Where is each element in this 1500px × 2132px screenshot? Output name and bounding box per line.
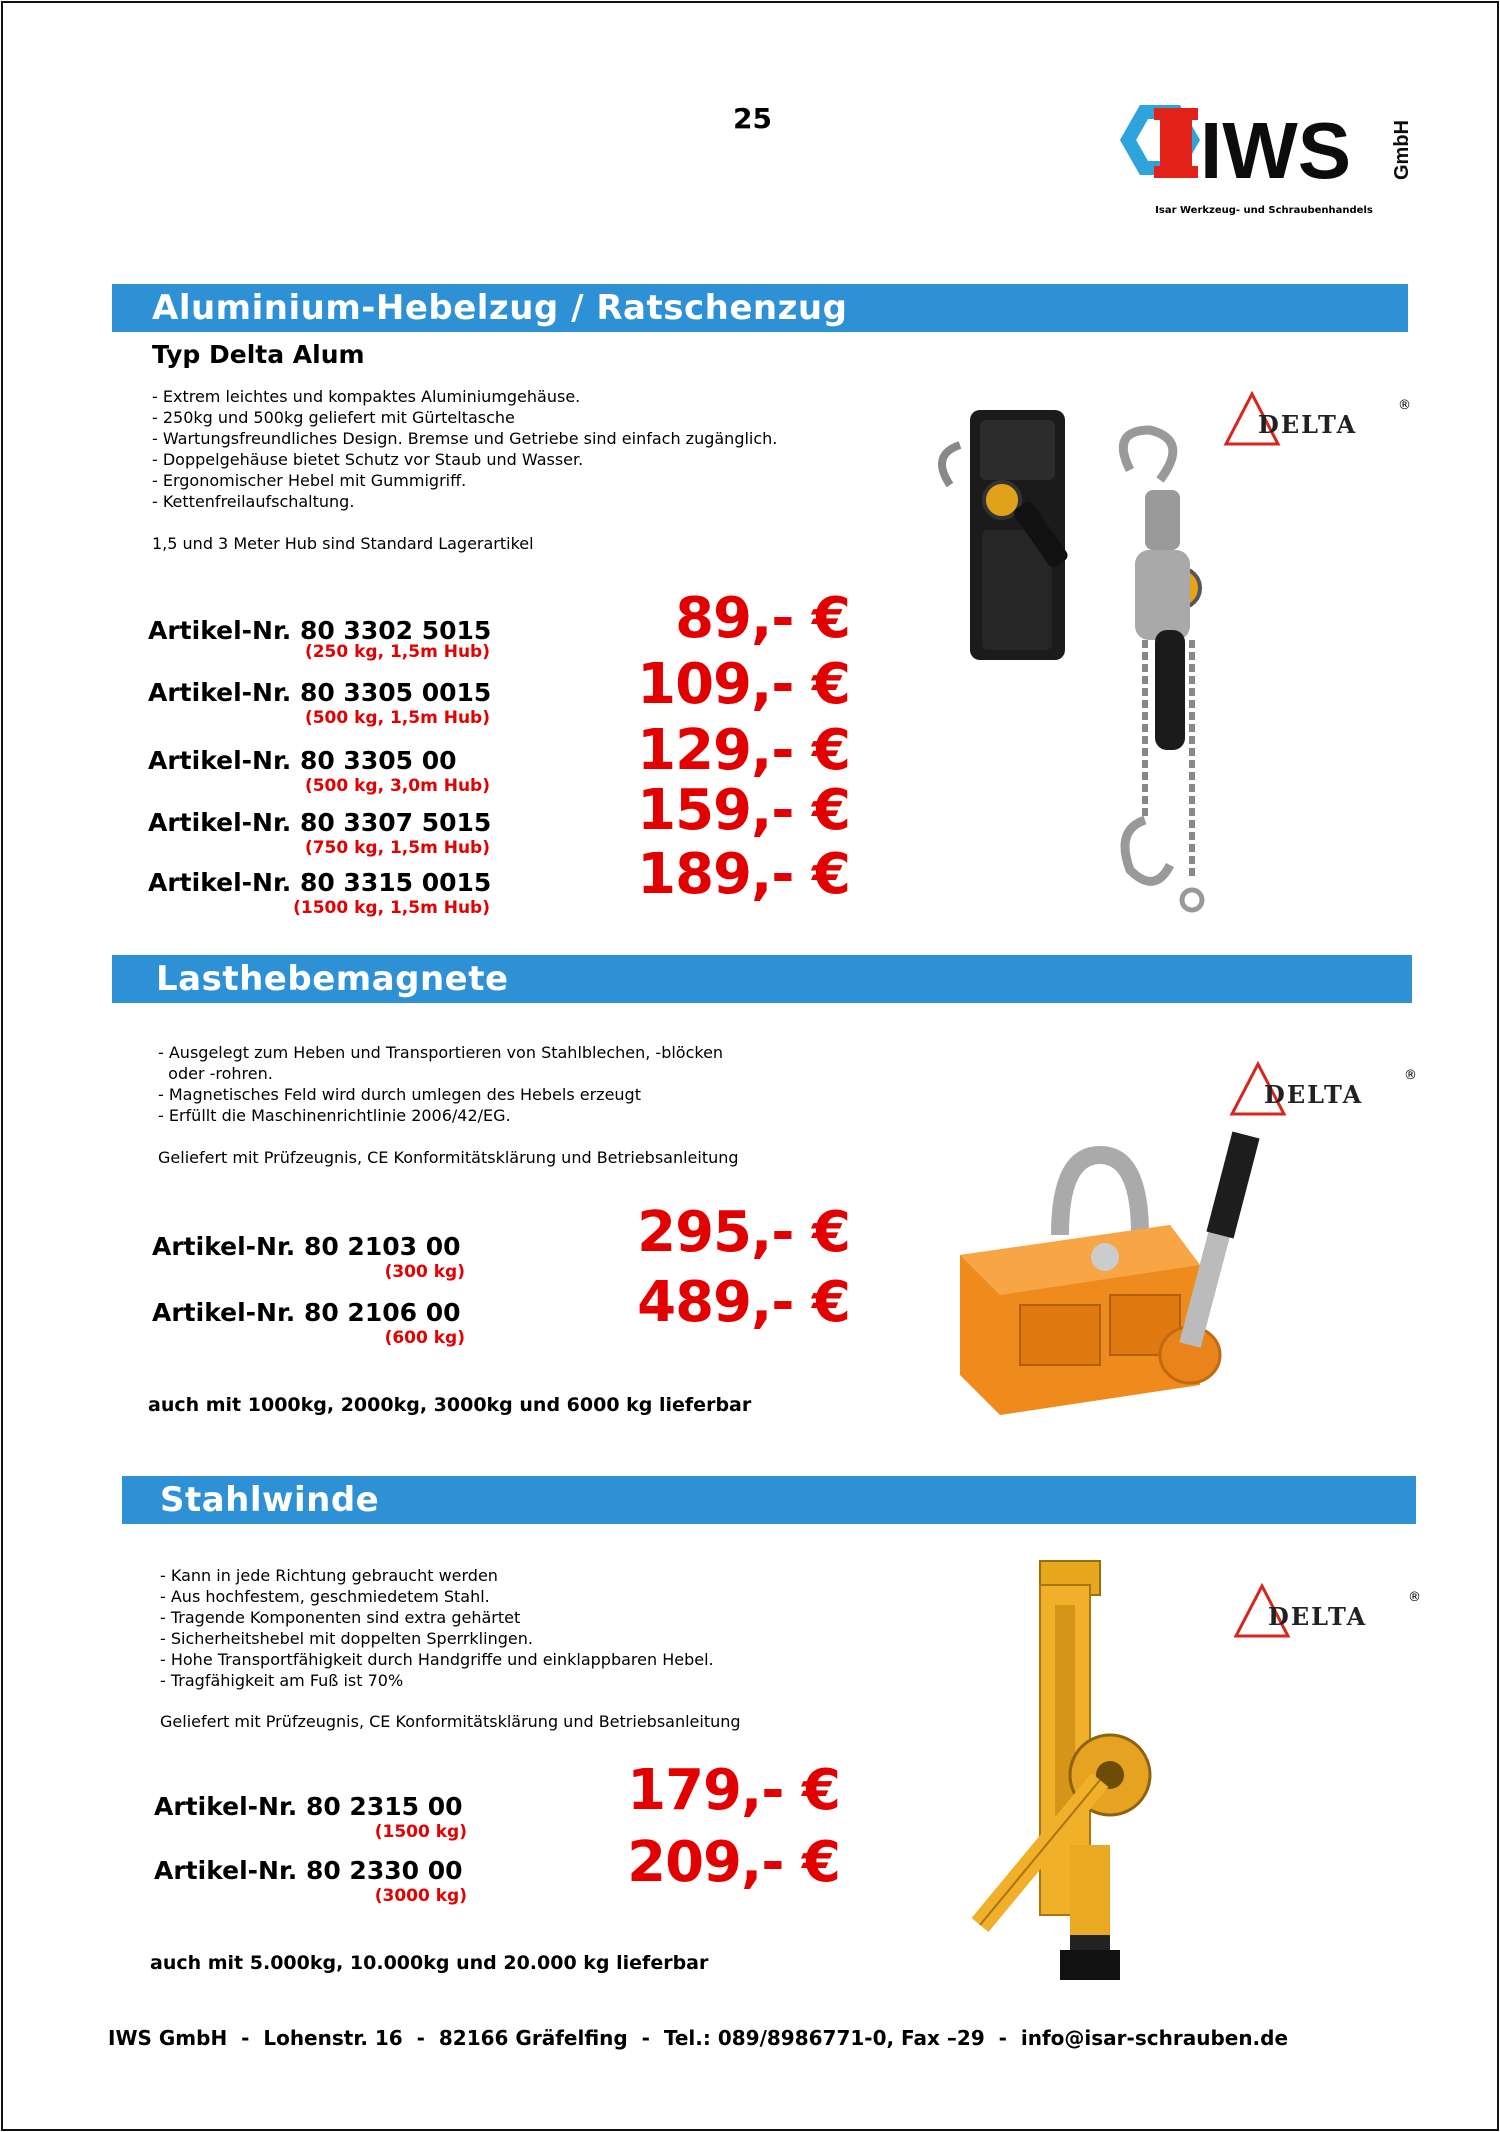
section-note: Geliefert mit Prüfzeugnis, CE Konformitätsklärung und Betriebsanleitung [160,1712,741,1731]
article-spec: (300 kg) [384,1262,465,1282]
delta-brand-logo [1222,390,1412,450]
article-spec: (500 kg, 3,0m Hub) [304,776,490,796]
logo-text: IWS [1200,106,1352,195]
price: 109,- € [637,652,850,717]
article-number: Artikel-Nr. 80 3315 0015 [148,868,492,897]
feature-item: - 250kg und 500kg geliefert mit Gürteltasche [152,408,515,427]
article-number: Artikel-Nr. 80 2330 00 [154,1856,463,1885]
page-footer: IWS GmbH - Lohenstr. 16 - 82166 Gräfelfing - Tel.: 089/8986771-0, Fax –29 - info@isar-schrauben.de [108,2026,1289,2050]
delta-word: DELTA [1268,1602,1368,1631]
article-number: Artikel-Nr. 80 2315 00 [154,1792,463,1821]
article-number: Artikel-Nr. 80 2103 00 [152,1232,461,1261]
article-number: Artikel-Nr. 80 3307 5015 [148,808,492,837]
price: 295,- € [637,1200,850,1265]
article-spec: (500 kg, 1,5m Hub) [304,708,490,728]
price: 159,- € [637,778,850,843]
feature-list [160,1565,714,1691]
registered-mark: ® [1408,1590,1421,1605]
availability-note: auch mit 5.000kg, 10.000kg und 20.000 kg lieferbar [150,1952,709,1974]
article-number: Artikel-Nr. 80 3302 5015 [148,616,492,645]
feature-item: - Erfüllt die Maschinenrichtlinie 2006/42/EG. [158,1106,511,1125]
page-number: 25 [733,102,772,135]
logo-tagline: Isar Werkzeug- und Schraubenhandels [1155,205,1373,216]
registered-mark: ® [1398,398,1411,413]
section-subtitle: Typ Delta Alum [152,340,365,369]
feature-item: - Hohe Transportfähigkeit durch Handgriffe und einklappbaren Hebel. [160,1650,714,1669]
feature-item: - Tragende Komponenten sind extra gehärtet [160,1608,521,1627]
rack-jack-image [960,1555,1180,1985]
feature-list [152,386,777,512]
feature-item: - Extrem leichtes und kompaktes Aluminiumgehäuse. [152,387,581,406]
feature-item: - Kann in jede Richtung gebraucht werden [160,1566,498,1585]
feature-item: - Kettenfreilaufschaltung. [152,492,355,511]
section-title: Stahlwinde [160,1480,380,1520]
section-title: Aluminium-Hebelzug / Ratschenzug [152,288,848,328]
lever-hoist-image [930,400,1230,920]
section-header [122,1476,1416,1524]
article-spec: (600 kg) [384,1328,465,1348]
lifting-magnet-image [940,1125,1270,1435]
article-spec: (1500 kg, 1,5m Hub) [293,898,490,918]
price: 189,- € [637,842,850,907]
registered-mark: ® [1404,1068,1417,1083]
delta-brand-logo [1228,1060,1418,1120]
section-header [112,955,1412,1003]
article-number: Artikel-Nr. 80 2106 00 [152,1298,461,1327]
article-number: Artikel-Nr. 80 3305 0015 [148,678,492,707]
feature-item: - Ergonomischer Hebel mit Gummigriff. [152,471,467,490]
article-spec: (750 kg, 1,5m Hub) [304,838,490,858]
section-title: Lasthebemagnete [156,959,509,999]
article-number: Artikel-Nr. 80 3305 00 [148,746,457,775]
delta-word: DELTA [1258,410,1358,439]
feature-item: - Ausgelegt zum Heben und Transportieren von Stahlblechen, -blöcken [158,1043,724,1062]
price: 179,- € [627,1758,840,1823]
feature-list [158,1042,723,1126]
price: 209,- € [627,1830,840,1895]
feature-item: - Sicherheitshebel mit doppelten Sperrklingen. [160,1629,533,1648]
article-spec: (250 kg, 1,5m Hub) [304,642,490,662]
section-note: 1,5 und 3 Meter Hub sind Standard Lagerartikel [152,534,534,553]
delta-brand-logo [1232,1582,1422,1642]
feature-item: oder -rohren. [158,1064,273,1083]
feature-item: - Aus hochfestem, geschmiedetem Stahl. [160,1587,490,1606]
feature-item: - Tragfähigkeit am Fuß ist 70% [160,1671,404,1690]
price: 89,- € [675,586,850,651]
availability-note: auch mit 1000kg, 2000kg, 3000kg und 6000 kg lieferbar [148,1394,752,1416]
section-header [112,284,1408,332]
price: 489,- € [637,1270,850,1335]
article-spec: (1500 kg) [374,1822,467,1842]
section-note: Geliefert mit Prüfzeugnis, CE Konformitätsklärung und Betriebsanleitung [158,1148,739,1167]
article-spec: (3000 kg) [374,1886,467,1906]
feature-item: - Doppelgehäuse bietet Schutz vor Staub und Wasser. [152,450,584,469]
logo-suffix: GmbH [1391,120,1413,180]
feature-item: - Magnetisches Feld wird durch umlegen des Hebels erzeugt [158,1085,641,1104]
feature-item: - Wartungsfreundliches Design. Bremse und Getriebe sind einfach zugänglich. [152,429,778,448]
price: 129,- € [637,718,850,783]
delta-word: DELTA [1264,1080,1364,1109]
